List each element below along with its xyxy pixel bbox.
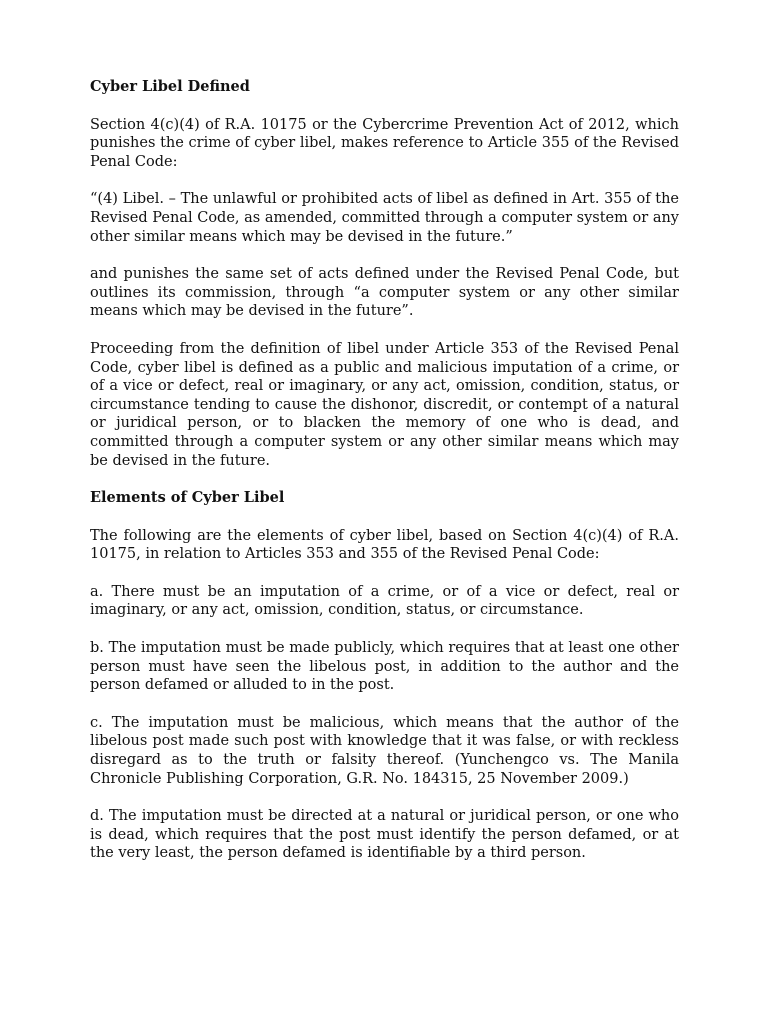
document-page [90, 78, 679, 882]
paragraph-punishes-same-acts: and punishes the same set of acts defined under the Revised Penal Code, but outlines its commission, through “a computer system or any other similar means which may be devised in the future”. [90, 266, 679, 320]
list-item-element-a: a. There must be an imputation of a crime, or of a vice or defect, real or imaginary, or any act, omission, condition, status, or circumstance. [90, 583, 679, 619]
list-item-element-b: b. The imputation must be made publicly, which requires that at least one other person must have seen the libelous post, in addition to the author and the person defamed or alluded to in the post. [90, 640, 679, 694]
list-item-element-c: c. The imputation must be malicious, which means that the author of the libelous post made such post with knowledge that it was false, or with reckless disregard as to the truth or falsity thereof. (Yunchengco vs. The Manila Chronicle Publishing Corporation, G.R. No. 184315, 25 November 2009.) [90, 714, 679, 787]
paragraph-libel-quote: “(4) Libel. – The unlawful or prohibited acts of libel as defined in Art. 355 of the Revised Penal Code, as amended, committed through a computer system or any other similar means which may be devised in the future.” [90, 191, 679, 245]
section-heading-cyber-libel-defined: Cyber Libel Defined [90, 78, 250, 95]
list-item-element-d: d. The imputation must be directed at a natural or juridical person, or one who is dead, which requires that the post must identify the person defamed, or at the very least, the person defamed is identifiable by a third person. [90, 808, 679, 862]
paragraph-elements-intro: The following are the elements of cyber libel, based on Section 4(c)(4) of R.A. 10175, in relation to Articles 353 and 355 of the Revised Penal Code: [90, 527, 679, 563]
section-heading-elements-of-cyber-libel: Elements of Cyber Libel [90, 489, 285, 507]
paragraph-cyber-libel-definition: Proceeding from the definition of libel under Article 353 of the Revised Penal Code, cyber libel is defined as a public and malicious imputation of a crime, or of a vice or defect, real or imaginary, or any act, omission, condition, status, or circumstance tending to cause the dishonor, discredit, or contempt of a natural or juridical person, or to blacken the memory of one who is dead, and committed through a computer system or any other similar means which may be devised in the future. [90, 340, 679, 469]
paragraph-section-4c4-reference: Section 4(c)(4) of R.A. 10175 or the Cybercrime Prevention Act of 2012, which punishes the crime of cyber libel, makes reference to Article 355 of the Revised Penal Code: [90, 116, 679, 170]
